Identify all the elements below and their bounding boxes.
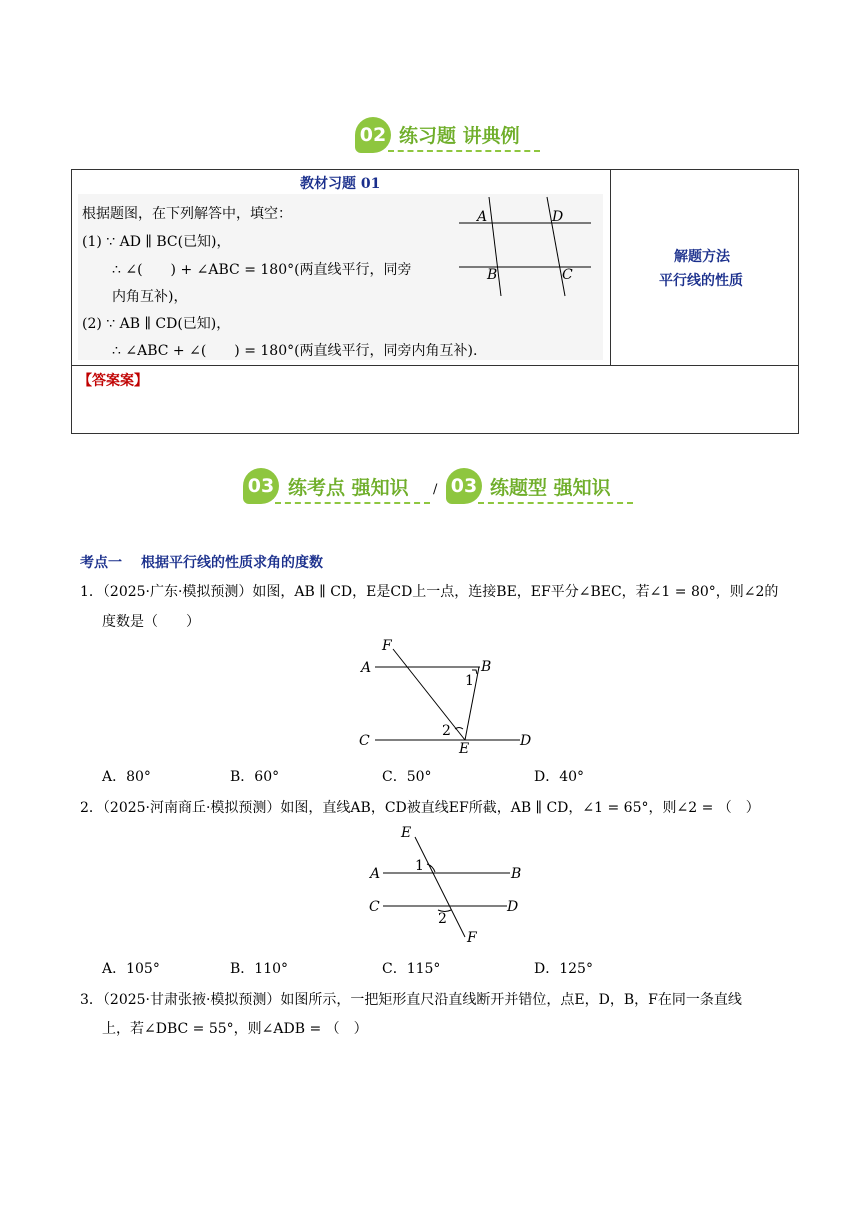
fig-label-b: B [487, 267, 498, 283]
fig-label-a: A [477, 209, 488, 225]
fig-label-c: C [562, 267, 573, 283]
q1-fig-label-b: B [481, 659, 492, 675]
question-1-option-c[interactable]: C．50° [382, 769, 432, 785]
q2-fig-label-2: 2 [438, 911, 447, 927]
section-03-title-1: 练考点 强知识 [288, 477, 409, 499]
question-3-text: 3．（2025·甘肃张掖·模拟预测）如图所示，一把矩形直尺沿直线断开并错位，点E，D，B，F在同一条直线 [80, 992, 742, 1008]
exercise-header: 教材习题 01 [300, 176, 381, 192]
q2-fig-label-1: 1 [415, 858, 424, 874]
section-03-number-badge-2: 03 [446, 468, 482, 504]
exercise-column-divider [610, 169, 611, 365]
question-3-text-cont: 上，若∠DBC = 55°，则∠ADB = （ ） [102, 1021, 368, 1037]
section-02-title: 练习题 讲典例 [399, 125, 520, 147]
q2-fig-label-a: A [370, 866, 381, 882]
q2-fig-label-b: B [511, 866, 522, 882]
question-1-text: 1．（2025·广东·模拟预测）如图，AB ∥ CD，E是CD上一点，连接BE，EF平分∠BEC，若∠1 = 80°，则∠2的 [80, 584, 779, 600]
question-2-option-a[interactable]: A．105° [102, 961, 160, 977]
q1-fig-label-f: F [382, 638, 392, 654]
q2-fig-label-e: E [401, 825, 412, 841]
question-1-option-b[interactable]: B．60° [230, 769, 280, 785]
method-name: 平行线的性质 [659, 273, 743, 289]
question-2-option-d[interactable]: D．125° [534, 961, 593, 977]
section-02-number-badge: 02 [355, 117, 391, 153]
exercise-part1-conclusion: ∴ ∠( ) + ∠ABC = 180°(两直线平行，同旁 [112, 262, 412, 278]
kaodian-label: 考点一 [80, 555, 122, 571]
q1-fig-label-d: D [520, 733, 532, 749]
question-1-option-a[interactable]: A．80° [102, 769, 151, 785]
section-02-underline [388, 150, 540, 152]
q1-fig-label-c: C [359, 733, 370, 749]
question-2-option-c[interactable]: C．115° [382, 961, 441, 977]
q1-fig-label-a: A [361, 660, 372, 676]
question-1-option-d[interactable]: D．40° [534, 769, 585, 785]
answer-label: 【答案案】 [78, 373, 148, 389]
question-2-figure [365, 824, 530, 949]
answer-row-divider [71, 365, 798, 366]
question-1-text-cont: 度数是（ ） [102, 614, 200, 630]
q1-fig-label-1: 1 [465, 673, 474, 689]
fig-label-d: D [552, 209, 564, 225]
exercise-part1-reason: 内角互补)， [112, 289, 188, 305]
section-03-underline-1 [275, 502, 430, 504]
exercise-part2-conclusion: ∴ ∠ABC + ∠( ) = 180°(两直线平行，同旁内角互补). [112, 343, 478, 359]
section-03-separator: / [433, 482, 438, 497]
q1-fig-label-e: E [459, 741, 470, 757]
section-03-title-2: 练题型 强知识 [490, 477, 611, 499]
kaodian-title: 根据平行线的性质求角的度数 [141, 555, 323, 571]
question-2-text: 2．（2025·河南商丘·模拟预测）如图，直线AB，CD被直线EF所截，AB ∥ CD，∠1 = 65°，则∠2 = （ ） [80, 800, 760, 816]
exercise-parallelogram-figure [455, 194, 595, 304]
exercise-intro: 根据题图，在下列解答中，填空： [82, 206, 292, 222]
section-03-number-badge-1: 03 [243, 468, 279, 504]
q2-fig-label-d: D [507, 899, 519, 915]
q2-fig-label-c: C [369, 899, 380, 915]
q2-fig-label-f: F [467, 930, 477, 946]
method-title: 解题方法 [674, 249, 730, 265]
question-1-figure [355, 636, 540, 762]
exercise-part1-given: (1) ∵ AD ∥ BC(已知)， [82, 234, 231, 250]
question-2-option-b[interactable]: B．110° [230, 961, 289, 977]
q1-fig-label-2: 2 [442, 723, 451, 739]
section-03-underline-2 [478, 502, 633, 504]
exercise-part2-given: (2) ∵ AB ∥ CD(已知)， [82, 316, 231, 332]
